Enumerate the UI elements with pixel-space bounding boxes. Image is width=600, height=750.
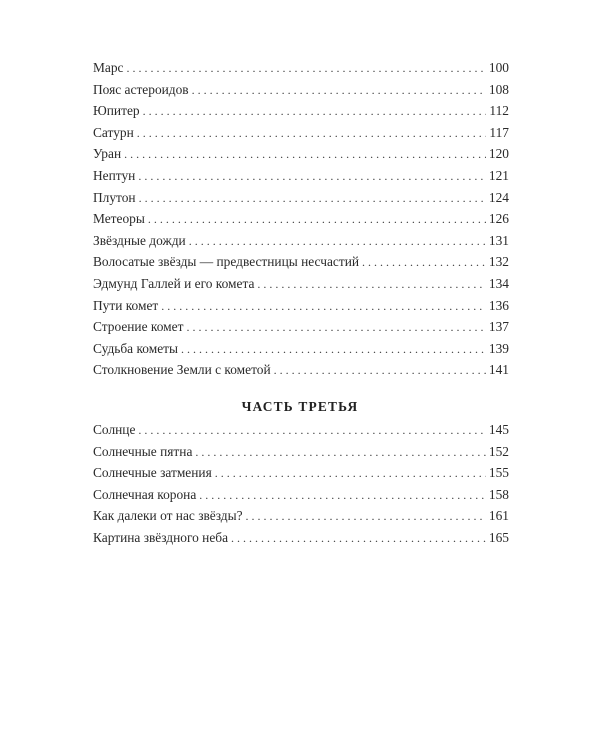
toc-entry-title: Юпитер (93, 103, 140, 119)
toc-entry (93, 505, 509, 527)
toc-dot-leader (143, 101, 487, 123)
toc-entry-title: Пояс астероидов (93, 81, 189, 97)
toc-entry-page-number: 120 (488, 146, 509, 162)
toc-entry-title: Уран (93, 146, 122, 162)
toc-dot-leader (274, 360, 486, 382)
toc-entry-page-number: 145 (488, 422, 509, 437)
toc-entry-page-number: 112 (489, 103, 509, 119)
toc-entry (93, 122, 509, 144)
toc-entry-title: Солнце (93, 422, 136, 437)
toc-dot-leader (246, 506, 486, 528)
toc-dot-leader (192, 80, 486, 102)
toc-entry-page-number: 141 (488, 362, 509, 378)
toc-entry (93, 79, 509, 101)
toc-entry-page-number: 117 (489, 124, 509, 140)
toc-entry-page-number: 161 (488, 508, 509, 524)
toc-entry (93, 187, 509, 209)
toc-dot-leader (137, 123, 487, 145)
toc-dot-leader (257, 274, 486, 296)
section-heading-part-three: ЧАСТЬ ТРЕТЬЯ (241, 399, 359, 414)
toc-entry (93, 100, 509, 122)
toc-entry-title: Пути комет (93, 297, 159, 313)
toc-entry-title: Эдмунд Галлей и его комета (93, 275, 255, 291)
toc-entry-title: Судьба кометы (93, 340, 179, 356)
toc-entry-title: Волосатые звёзды — предвестницы несчастий (93, 254, 360, 270)
toc-entry-page-number: 137 (488, 319, 509, 335)
toc-entry-title: Солнечные пятна (93, 443, 193, 459)
toc-entry-page-number: 121 (488, 167, 509, 183)
toc-entry (93, 230, 509, 252)
toc-entry (93, 295, 509, 317)
toc-entry (93, 441, 509, 463)
toc-dot-leader (127, 58, 486, 80)
toc-dot-leader (161, 296, 486, 318)
toc-entry (93, 462, 509, 484)
toc-entry (93, 338, 509, 360)
toc-entry (93, 273, 509, 295)
toc-entry-title: Солнечные затмения (93, 465, 212, 481)
toc-entry-title: Как далеки от нас звёзды? (93, 508, 243, 524)
toc-dot-leader (195, 442, 486, 464)
toc-entry-title: Сатурн (93, 124, 134, 140)
toc-entry-page-number: 126 (488, 211, 509, 227)
toc-entry-title: Столкновение Земли с кометой (93, 362, 271, 378)
toc-dot-leader (181, 339, 486, 361)
toc-entry-page-number: 158 (488, 486, 509, 502)
toc-entry (93, 419, 509, 441)
toc-list-part-three (93, 419, 509, 549)
toc-entry-page-number: 132 (488, 254, 509, 270)
toc-entry-title: Марс (93, 60, 124, 75)
toc-entry-title: Нептун (93, 167, 136, 183)
toc-entry-title: Звёздные дожди (93, 232, 186, 248)
toc-entry-page-number: 152 (488, 443, 509, 459)
toc-dot-leader (189, 231, 486, 253)
toc-dot-leader (148, 209, 486, 231)
toc-dot-leader (186, 317, 485, 339)
toc-entry (93, 359, 509, 381)
toc-entry-page-number: 131 (488, 232, 509, 248)
toc-entry-title: Метеоры (93, 211, 145, 227)
toc-entry (93, 251, 509, 273)
toc-dot-leader (215, 463, 486, 485)
toc-entry-page-number: 108 (488, 81, 509, 97)
toc-entry-title: Солнечная корона (93, 486, 197, 502)
toc-entry-title: Картина звёздного неба (93, 529, 229, 545)
toc-entry-page-number: 139 (488, 340, 509, 356)
toc-dot-leader (124, 144, 486, 166)
toc-entry-page-number: 165 (488, 529, 509, 545)
toc-dot-leader (231, 528, 486, 550)
toc-entry-title: Строение комет (93, 319, 184, 335)
toc-dot-leader (199, 485, 486, 507)
toc-entry (93, 165, 509, 187)
toc-entry (93, 208, 509, 230)
toc-entry (93, 316, 509, 338)
toc-entry (93, 57, 509, 79)
toc-dot-leader (139, 188, 486, 210)
toc-dot-leader (362, 252, 486, 274)
toc-entry (93, 143, 509, 165)
toc-entry-title: Плутон (93, 189, 136, 205)
toc-entry (93, 527, 509, 549)
toc-entry-page-number: 136 (488, 297, 509, 313)
toc-entry-page-number: 155 (488, 465, 509, 481)
toc-dot-leader (138, 166, 486, 188)
toc-entry-page-number: 134 (488, 275, 509, 291)
toc-entry (93, 484, 509, 506)
toc-entry-page-number: 124 (488, 189, 509, 205)
toc-list-part-two (93, 57, 509, 381)
toc-entry-page-number: 100 (488, 60, 509, 75)
toc-dot-leader (138, 420, 485, 442)
